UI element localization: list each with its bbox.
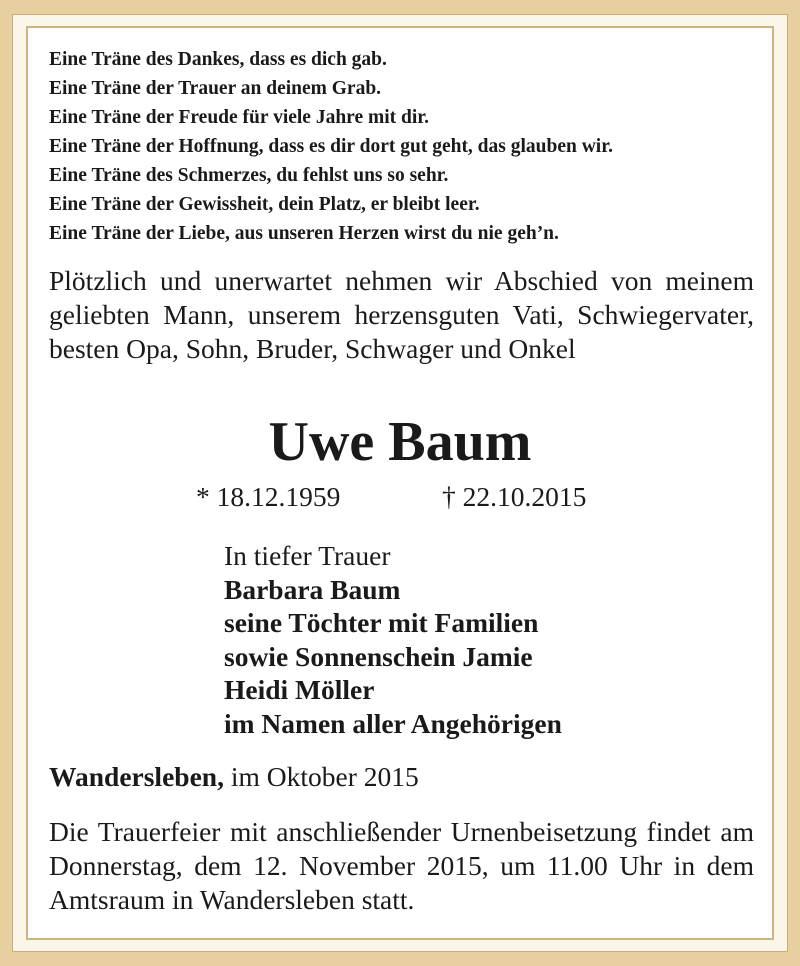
mourner-line: im Namen aller Angehörigen <box>224 707 562 739</box>
poem-line: Eine Träne der Trauer an deinem Grab. <box>49 78 382 99</box>
birth-date: * 18.12.1959 <box>196 481 341 512</box>
place-month: im Oktober 2015 <box>230 761 419 792</box>
mourner-line: seine Töchter mit Familien <box>224 607 539 638</box>
mourner-line: Heidi Möller <box>224 674 375 705</box>
poem-line: Eine Träne der Gewissheit, dein Platz, er bleibt leer. <box>49 194 480 215</box>
intro-text: Plötzlich und unerwartet nehmen wir Abschied von meinem geliebten Mann, unserem herzensguten Vati, Schwiegervater, besten Opa, Sohn, Bruder, Schwager und Onkel <box>49 265 754 364</box>
mourners-heading: In tiefer Trauer <box>224 540 391 571</box>
place-date <box>49 760 419 794</box>
place-town: Wandersleben, <box>49 761 224 792</box>
poem-line: Eine Träne des Schmerzes, du fehlst uns so sehr. <box>49 165 449 186</box>
service-text: Die Trauerfeier mit anschließender Urnenbeisetzung findet am Donnerstag, dem 12. November 2015, um 11.00 Uhr in dem Amtsraum in Wandersleben statt. <box>49 816 754 915</box>
deceased-name: Uwe Baum <box>268 411 532 473</box>
poem-line: Eine Träne der Freude für viele Jahre mit dir. <box>49 107 430 128</box>
mourner-line: Barbara Baum <box>224 573 401 605</box>
poem-line: Eine Träne des Dankes, dass es dich gab. <box>49 49 387 70</box>
poem-line: Eine Träne der Hoffnung, dass es dir dort gut geht, das glauben wir. <box>49 136 613 157</box>
death-date: † 22.10.2015 <box>442 481 587 512</box>
mourner-line: sowie Sonnenschein Jamie <box>224 640 533 672</box>
poem-line: Eine Träne der Liebe, aus unseren Herzen wirst du nie geh’n. <box>49 223 559 244</box>
memorial-poem <box>49 45 769 248</box>
mourners-block <box>224 539 562 740</box>
